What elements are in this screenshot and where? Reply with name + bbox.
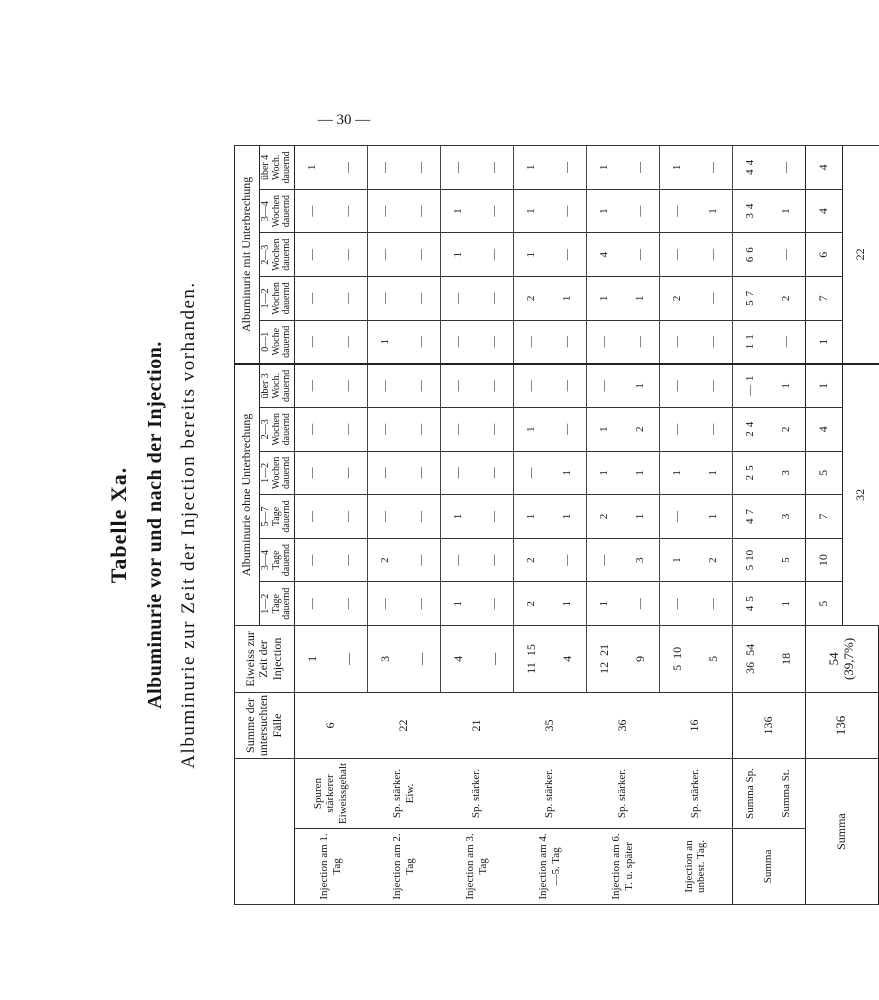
summa-total-mit: 6 bbox=[805, 233, 842, 277]
mit-cell: 1 bbox=[513, 233, 550, 277]
mit-cell: — bbox=[294, 320, 331, 364]
mit-cell: — bbox=[440, 146, 477, 190]
ohne-cell: — bbox=[477, 364, 514, 408]
summa-mit-value: — bbox=[780, 336, 793, 348]
table-row bbox=[367, 146, 404, 905]
group-label: Injection an unbest. Tag. bbox=[659, 828, 732, 904]
table-row bbox=[659, 146, 696, 905]
summa-total-row bbox=[805, 146, 842, 905]
group-label: Injection am 6. T. u. später bbox=[586, 828, 659, 904]
mit-cell: 1 bbox=[696, 189, 733, 233]
ohne-cell: 1 bbox=[659, 538, 696, 582]
ohne-cell: 1 bbox=[586, 451, 623, 495]
header-mit-unterbrechung: Albuminurie mit Unterbrechung bbox=[235, 146, 260, 364]
mit-cell: 4 bbox=[586, 233, 623, 277]
mit-cell: — bbox=[550, 146, 587, 190]
mit-cell: 1 bbox=[586, 189, 623, 233]
summa-mit-cell bbox=[732, 277, 769, 321]
summa-total-cases: 136 bbox=[805, 692, 879, 758]
header-summe: Summe der untersuchten Fälle bbox=[235, 692, 295, 758]
eiweiss-brace-total: 10 bbox=[669, 646, 684, 659]
ohne-cell: — bbox=[440, 407, 477, 451]
group-label: Injection am 1. Tag bbox=[294, 828, 367, 904]
mit-cell: 2 bbox=[513, 277, 550, 321]
group-label: Injection am 2. Tag bbox=[367, 828, 440, 904]
albumin-type: Sp. stärker. bbox=[659, 759, 732, 829]
ohne-cell: 1 bbox=[623, 451, 660, 495]
ohne-cell: — bbox=[477, 582, 514, 626]
mit-cell: — bbox=[294, 277, 331, 321]
ohne-cell: — bbox=[404, 582, 441, 626]
ohne-cell: — bbox=[331, 364, 368, 408]
mit-cell: — bbox=[477, 189, 514, 233]
summa-mit-value: 3 bbox=[744, 213, 757, 219]
summa-label: Summa bbox=[732, 828, 805, 904]
ohne-cell: — bbox=[331, 582, 368, 626]
cases-count: 6 bbox=[294, 692, 367, 758]
header-group bbox=[235, 759, 295, 905]
summa-mit-cell bbox=[732, 233, 769, 277]
mit-cell: — bbox=[367, 233, 404, 277]
summa-ohne-cell bbox=[732, 538, 769, 582]
summa-ohne-brace: 10 bbox=[744, 549, 757, 561]
summa-type: Summa St. bbox=[769, 759, 806, 829]
ohne-cell: — bbox=[550, 538, 587, 582]
rotated-table-page bbox=[84, 145, 867, 905]
mit-cell: — bbox=[331, 277, 368, 321]
summa-total-ohne: 1 bbox=[805, 364, 842, 408]
eiweiss-value: 4 bbox=[450, 655, 465, 662]
summa-ohne-brace: 1 bbox=[744, 375, 757, 382]
ohne-cell: — bbox=[477, 538, 514, 582]
eiweiss-value: 11 bbox=[523, 662, 538, 674]
mit-cell: — bbox=[477, 146, 514, 190]
summa-ohne-cell bbox=[732, 582, 769, 626]
ohne-cell: — bbox=[404, 495, 441, 539]
group-label: Injection am 4.—5. Tag bbox=[513, 828, 586, 904]
mit-cell: 1 bbox=[586, 277, 623, 321]
summa-eiweiss-value: 18 bbox=[778, 652, 793, 665]
mit-cell: — bbox=[331, 189, 368, 233]
summa-mit-value: 1 bbox=[744, 343, 757, 350]
cases-count: 35 bbox=[513, 692, 586, 758]
mit-cell: — bbox=[404, 320, 441, 364]
ohne-cell: — bbox=[696, 364, 733, 408]
ohne-cell: 1 bbox=[623, 364, 660, 408]
mit-cell: — bbox=[440, 320, 477, 364]
summa-ohne-value: 2 bbox=[744, 474, 757, 481]
summa-ohne-value: — bbox=[744, 385, 757, 397]
mit-cell: — bbox=[550, 233, 587, 277]
summa-mit-cell bbox=[769, 233, 806, 277]
ohne-cell: — bbox=[367, 451, 404, 495]
eiweiss-count bbox=[550, 625, 587, 692]
ohne-cell: — bbox=[440, 538, 477, 582]
summa-total-eiweiss bbox=[805, 625, 879, 692]
summa-ohne-value: 4 bbox=[744, 518, 757, 524]
eiweiss-count bbox=[696, 625, 733, 692]
mit-cell: — bbox=[294, 233, 331, 277]
summa-ohne-value: 5 bbox=[780, 557, 793, 563]
summa-ohne-brace: 4 bbox=[744, 421, 757, 428]
summa-ohne-cell bbox=[732, 451, 769, 495]
header-ohne-unterbrechung: Albuminurie ohne Unterbrechung bbox=[235, 364, 260, 626]
mit-cell: — bbox=[659, 189, 696, 233]
ohne-cell: 2 bbox=[623, 407, 660, 451]
ohne-cell: — bbox=[404, 538, 441, 582]
summa-mit-brace: 6 bbox=[744, 247, 757, 253]
mit-cell: — bbox=[404, 189, 441, 233]
eiweiss-count bbox=[367, 625, 404, 692]
table-row bbox=[513, 146, 550, 905]
ohne-grand-total: 32 bbox=[842, 364, 879, 626]
mit-cell: 1 bbox=[294, 146, 331, 190]
summa-total-ohne: 10 bbox=[805, 538, 842, 582]
summa-ohne-value: 1 bbox=[780, 383, 793, 389]
header-mit-duration: 0—1 Woche dauernd bbox=[260, 320, 295, 364]
summa-ohne-value: 2 bbox=[744, 431, 757, 437]
mit-cell: — bbox=[696, 233, 733, 277]
summa-mit-cell bbox=[732, 146, 769, 190]
summa-ohne-value: 4 bbox=[744, 605, 757, 612]
table-body bbox=[294, 146, 879, 905]
eiweiss-value: 5 bbox=[669, 664, 684, 671]
ohne-cell: — bbox=[440, 451, 477, 495]
summa-mit-value: — bbox=[780, 161, 793, 173]
summa-ohne-cell bbox=[732, 407, 769, 451]
summa-mit-value: 2 bbox=[780, 295, 793, 302]
ohne-cell: 2 bbox=[367, 538, 404, 582]
albumin-type: Spuren stärkerer Eiweissgehalt bbox=[294, 759, 367, 829]
ohne-cell: — bbox=[586, 364, 623, 408]
ohne-cell: — bbox=[331, 407, 368, 451]
mit-cell: — bbox=[404, 233, 441, 277]
ohne-cell: 2 bbox=[696, 538, 733, 582]
mit-cell: — bbox=[623, 189, 660, 233]
header-mit-duration: über 4 Woch. dauernd bbox=[260, 146, 295, 190]
ohne-cell: 2 bbox=[513, 582, 550, 626]
ohne-cell: — bbox=[659, 582, 696, 626]
summa-ohne-brace: 5 bbox=[744, 465, 757, 471]
ohne-cell: — bbox=[294, 538, 331, 582]
ohne-cell: — bbox=[550, 364, 587, 408]
summa-mit-value: — bbox=[780, 249, 793, 261]
table-row bbox=[586, 146, 623, 905]
eiweiss-value: 5 bbox=[705, 655, 720, 662]
ohne-cell: 1 bbox=[550, 495, 587, 539]
ohne-cell: — bbox=[513, 451, 550, 495]
ohne-cell: — bbox=[367, 407, 404, 451]
table-subheading: Albuminurie zur Zeit der Injection bereits vorhanden. bbox=[178, 281, 199, 769]
cases-count: 21 bbox=[440, 692, 513, 758]
header-ohne-duration: 5—7 Tage dauernd bbox=[260, 495, 295, 539]
header-ohne-duration: 1—2 Wochen dauernd bbox=[260, 451, 295, 495]
header-mit-duration: 3—4 Wochen dauernd bbox=[260, 189, 295, 233]
eiweiss-count bbox=[294, 625, 331, 692]
mit-cell: — bbox=[477, 320, 514, 364]
eiweiss-count bbox=[440, 625, 477, 692]
ohne-cell: 1 bbox=[623, 495, 660, 539]
summa-mit-cell bbox=[732, 320, 769, 364]
ohne-cell: — bbox=[404, 364, 441, 408]
eiweiss-value: 3 bbox=[377, 655, 392, 662]
header-eiweiss: Eiweiss zur Zeit der Injection bbox=[235, 625, 295, 692]
mit-cell: — bbox=[586, 320, 623, 364]
summa-mit-cell bbox=[769, 146, 806, 190]
ohne-cell: — bbox=[440, 364, 477, 408]
summa-mit-brace: 1 bbox=[744, 334, 757, 340]
ohne-cell: 1 bbox=[513, 495, 550, 539]
ohne-cell: — bbox=[331, 495, 368, 539]
mit-cell: 1 bbox=[550, 277, 587, 321]
albumin-type: Sp. stärker. Eiw. bbox=[367, 759, 440, 829]
eiweiss-count bbox=[404, 625, 441, 692]
summa-ohne-value: 3 bbox=[780, 513, 793, 520]
mit-cell: — bbox=[404, 146, 441, 190]
mit-cell: — bbox=[696, 320, 733, 364]
ohne-cell: — bbox=[550, 407, 587, 451]
ohne-cell: 1 bbox=[586, 582, 623, 626]
header-ohne-duration: 3—4 Tage dauernd bbox=[260, 538, 295, 582]
group-label: Injection am 3. Tag bbox=[440, 828, 513, 904]
mit-cell: — bbox=[367, 146, 404, 190]
summa-total-eiweiss-percent: (39,7%) bbox=[840, 637, 856, 681]
summa-total-mit: 7 bbox=[805, 277, 842, 321]
summa-mit-brace: 4 bbox=[744, 159, 757, 166]
table-main-heading: Albuminurie vor und nach der Injection. bbox=[144, 341, 166, 709]
ohne-cell: 1 bbox=[586, 407, 623, 451]
summa-mit-cell bbox=[769, 320, 806, 364]
mit-cell: — bbox=[331, 146, 368, 190]
summa-total-ohne: 4 bbox=[805, 407, 842, 451]
eiweiss-brace-total: 21 bbox=[596, 643, 611, 656]
mit-cell: — bbox=[623, 146, 660, 190]
title-block bbox=[84, 145, 234, 905]
mit-cell: — bbox=[367, 277, 404, 321]
mit-cell: — bbox=[623, 320, 660, 364]
albumin-type: Sp. stärker. bbox=[513, 759, 586, 829]
ohne-cell: 1 bbox=[440, 582, 477, 626]
ohne-cell: 2 bbox=[513, 538, 550, 582]
summa-row bbox=[732, 146, 769, 905]
table-row bbox=[440, 146, 477, 905]
ohne-cell: — bbox=[659, 364, 696, 408]
summa-mit-value: 6 bbox=[744, 256, 757, 263]
eiweiss-value: — bbox=[340, 652, 355, 665]
summa-ohne-cell bbox=[769, 364, 806, 408]
eiweiss-count bbox=[623, 625, 660, 692]
mit-cell: — bbox=[550, 320, 587, 364]
albumin-type: Sp. stärker. bbox=[440, 759, 513, 829]
mit-cell: — bbox=[294, 189, 331, 233]
mit-cell: 1 bbox=[586, 146, 623, 190]
ohne-cell: 2 bbox=[586, 495, 623, 539]
mit-cell: — bbox=[331, 320, 368, 364]
summa-eiweiss-value: 36 bbox=[742, 661, 757, 674]
albumin-type: Sp. stärker. bbox=[586, 759, 659, 829]
ohne-cell: 1 bbox=[513, 407, 550, 451]
summa-ohne-value: 2 bbox=[780, 426, 793, 432]
mit-cell: 1 bbox=[513, 146, 550, 190]
page-number: — 30 — bbox=[317, 112, 371, 128]
summa-ohne-value: 5 bbox=[744, 564, 757, 571]
summa-total-mit: 4 bbox=[805, 146, 842, 190]
ohne-cell: — bbox=[477, 495, 514, 539]
mit-cell: — bbox=[331, 233, 368, 277]
ohne-cell: — bbox=[513, 364, 550, 408]
ohne-cell: — bbox=[696, 582, 733, 626]
ohne-cell: 1 bbox=[659, 451, 696, 495]
eiweiss-count bbox=[331, 625, 368, 692]
mit-cell: 1 bbox=[367, 320, 404, 364]
ohne-cell: 1 bbox=[696, 495, 733, 539]
header-ohne-duration: 1—2 Tage dauernd bbox=[260, 582, 295, 626]
ohne-cell: — bbox=[586, 538, 623, 582]
summa-ohne-cell bbox=[769, 451, 806, 495]
mit-cell: 2 bbox=[659, 277, 696, 321]
summa-ohne-value: 3 bbox=[780, 470, 793, 476]
ohne-cell: — bbox=[294, 582, 331, 626]
summa-ohne-cell bbox=[769, 495, 806, 539]
ohne-cell: — bbox=[696, 407, 733, 451]
mit-cell: — bbox=[696, 277, 733, 321]
ohne-cell: — bbox=[294, 451, 331, 495]
mit-cell: — bbox=[696, 146, 733, 190]
ohne-cell: — bbox=[659, 407, 696, 451]
ohne-cell: 1 bbox=[696, 451, 733, 495]
summa-ohne-cell bbox=[732, 364, 769, 408]
mit-cell: — bbox=[550, 189, 587, 233]
ohne-cell: — bbox=[659, 495, 696, 539]
ohne-cell: — bbox=[477, 407, 514, 451]
mit-cell: — bbox=[367, 189, 404, 233]
header-ohne-duration: über 3 Woch. dauernd bbox=[260, 364, 295, 408]
ohne-cell: — bbox=[623, 582, 660, 626]
ohne-cell: — bbox=[404, 451, 441, 495]
header-mit-duration: 2—3 Wochen dauernd bbox=[260, 233, 295, 277]
summa-ohne-cell bbox=[769, 538, 806, 582]
cases-count: 16 bbox=[659, 692, 732, 758]
eiweiss-value: 12 bbox=[596, 661, 611, 674]
summa-mit-value: 4 bbox=[744, 169, 757, 175]
ohne-cell: — bbox=[367, 582, 404, 626]
ohne-cell: 1 bbox=[550, 582, 587, 626]
ohne-cell: 3 bbox=[623, 538, 660, 582]
summa-ohne-brace: 5 bbox=[744, 596, 757, 602]
eiweiss-value: — bbox=[413, 652, 428, 665]
eiweiss-brace-total: 15 bbox=[523, 644, 538, 657]
eiweiss-count bbox=[586, 625, 623, 692]
ohne-cell: — bbox=[294, 407, 331, 451]
summa-mit-value: 5 bbox=[744, 300, 757, 306]
ohne-cell: — bbox=[331, 538, 368, 582]
summa-total-ohne: 5 bbox=[805, 451, 842, 495]
summa-mit-cell bbox=[769, 277, 806, 321]
ohne-cell: 1 bbox=[550, 451, 587, 495]
ohne-cell: — bbox=[331, 451, 368, 495]
mit-cell: 1 bbox=[440, 189, 477, 233]
summa-mit-brace: 7 bbox=[744, 290, 757, 297]
cases-count: 36 bbox=[586, 692, 659, 758]
ohne-cell: — bbox=[367, 364, 404, 408]
summa-type: Summa Sp. bbox=[732, 759, 769, 829]
summa-eiweiss bbox=[732, 625, 769, 692]
eiweiss-count bbox=[659, 625, 696, 692]
eiweiss-count bbox=[477, 625, 514, 692]
summa-mit-cell bbox=[769, 189, 806, 233]
ohne-cell: — bbox=[404, 407, 441, 451]
mit-cell: — bbox=[404, 277, 441, 321]
eiweiss-value: 4 bbox=[559, 655, 574, 662]
mit-cell: 1 bbox=[623, 277, 660, 321]
eiweiss-count bbox=[513, 625, 550, 692]
summa-ohne-cell bbox=[769, 582, 806, 626]
cases-count: 22 bbox=[367, 692, 440, 758]
mit-cell: 1 bbox=[659, 146, 696, 190]
mit-cell: 1 bbox=[440, 233, 477, 277]
summa-ohne-cell bbox=[769, 407, 806, 451]
header-ohne-duration: 2—3 Wochen dauernd bbox=[260, 407, 295, 451]
summa-row bbox=[769, 146, 806, 905]
mit-cell: — bbox=[659, 320, 696, 364]
summa-eiweiss-brace: 54 bbox=[742, 643, 757, 656]
summa-ohne-brace: 7 bbox=[744, 508, 757, 515]
mit-grand-total: 22 bbox=[842, 146, 879, 364]
mit-cell: 1 bbox=[513, 189, 550, 233]
summa-total-ohne: 7 bbox=[805, 495, 842, 539]
eiweiss-value: 1 bbox=[304, 655, 319, 662]
summa-total-ohne: 5 bbox=[805, 582, 842, 626]
mit-cell: — bbox=[477, 277, 514, 321]
summa-ohne-cell bbox=[732, 495, 769, 539]
ohne-cell: — bbox=[294, 495, 331, 539]
mit-cell: — bbox=[513, 320, 550, 364]
eiweiss-value: — bbox=[486, 652, 501, 665]
summa-cases: 136 bbox=[732, 692, 805, 758]
mit-cell: — bbox=[440, 277, 477, 321]
mit-cell: — bbox=[623, 233, 660, 277]
eiweiss-value: 9 bbox=[632, 655, 647, 662]
ohne-cell: — bbox=[294, 364, 331, 408]
summa-ohne-value: 1 bbox=[780, 600, 793, 607]
mit-cell: — bbox=[477, 233, 514, 277]
table-title: Tabelle Xa. bbox=[106, 466, 131, 584]
summa-total-eiweiss-value: 54 bbox=[825, 652, 841, 666]
mit-cell: — bbox=[659, 233, 696, 277]
summa-mit-brace: 4 bbox=[744, 203, 757, 210]
header-row-top bbox=[235, 146, 260, 905]
summa-mit-cell bbox=[732, 189, 769, 233]
table-row bbox=[294, 146, 331, 905]
summa-total-label: Summa bbox=[805, 759, 879, 905]
summa-total-mit: 4 bbox=[805, 189, 842, 233]
ohne-cell: — bbox=[477, 451, 514, 495]
albuminuria-table bbox=[234, 145, 879, 905]
summa-eiweiss bbox=[769, 625, 806, 692]
ohne-cell: — bbox=[367, 495, 404, 539]
header-mit-duration: 1—2 Wochen dauernd bbox=[260, 277, 295, 321]
summa-mit-value: 1 bbox=[780, 208, 793, 214]
ohne-cell: 1 bbox=[440, 495, 477, 539]
summa-total-mit: 1 bbox=[805, 320, 842, 364]
